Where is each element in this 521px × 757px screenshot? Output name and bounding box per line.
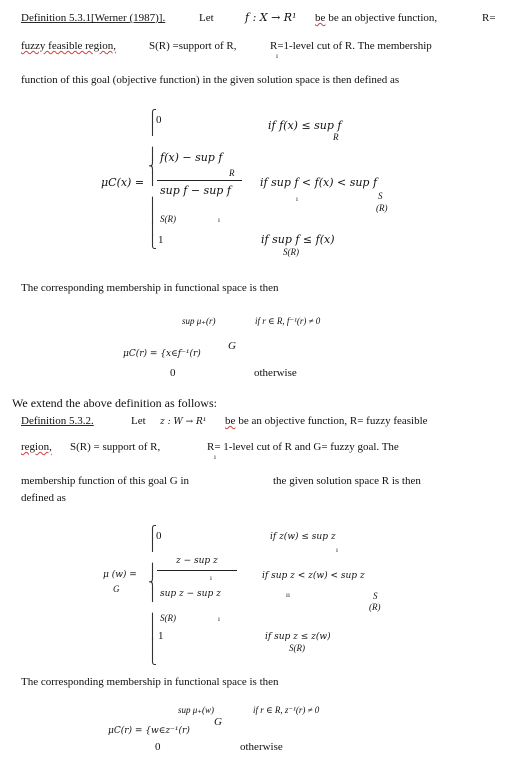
sub-mark: ı (218, 615, 220, 623)
case-if1: if f(x) ≤ sup f (268, 119, 342, 132)
sub-mark: ı (276, 52, 278, 60)
case-zero: 0 (156, 114, 162, 126)
body2-line3b: the given solution space R is then (273, 475, 421, 487)
sub-mark: ı (296, 195, 298, 203)
case2-if3-s: S(R) (289, 643, 305, 653)
case2-if2: if sup z < z(w) < sup z (262, 571, 365, 581)
otherwise: otherwise (254, 367, 297, 379)
map-expression: f : X → R¹ (245, 11, 297, 24)
be-word: be (315, 12, 326, 24)
case-brace: ⎧ ⎪ ⎪ ⎨ ⎪ ⎪ ⎪ ⎪ ⎩ (148, 525, 157, 665)
sub-mark: ı (218, 216, 220, 224)
level-cut2: R= 1-level cut of R and G= fuzzy goal. The (207, 441, 399, 453)
sup-mu2: sup μ₊(w) (178, 705, 215, 715)
fuzzy-feasible-region: fuzzy feasible region, (21, 40, 116, 52)
sup-mu: sup μ₊(r) (182, 316, 216, 326)
text-mid: The corresponding membership in functional space is then (21, 282, 279, 294)
extend-text: We extend the above definition as follows: (12, 396, 217, 410)
support-of-r: S(R) =support of R, (149, 40, 237, 52)
support2: S(R) = support of R, (70, 441, 161, 453)
case2-zero: 0 (156, 530, 162, 542)
case2-if2-r: (R) (369, 602, 381, 612)
fraction-denominator: sup f − sup f (160, 184, 231, 197)
case-if2: if sup f < f(x) < sup f (260, 176, 378, 189)
definition-body: function of this goal (objective function) in the given solution space is then defined as (21, 74, 400, 86)
body2-line3: membership function of this goal G in (21, 475, 190, 487)
objective-text (315, 12, 437, 25)
objective-rest: be an objective function, (328, 12, 438, 24)
case-if3-s: S(R) (283, 247, 299, 257)
case-if3: if sup f ≤ f(x) (261, 233, 335, 246)
case-if1-sub: R (333, 132, 339, 142)
case2-if1: if z(w) ≤ sup z (270, 532, 336, 542)
case-if2-r: (R) (376, 203, 388, 213)
case-if2-s: S (378, 191, 383, 201)
if-r2: if r ∈ R, z⁻¹(r) ≠ 0 (253, 705, 320, 715)
definition2-heading: Definition 5.3.2. (21, 415, 94, 427)
frac2-den: sup z − sup z (160, 589, 221, 599)
g-label: G (228, 340, 236, 352)
case-one: 1 (158, 234, 164, 246)
sub-mark: ı (336, 546, 338, 554)
mu2-g: G (113, 584, 120, 594)
fraction-sr: S(R) (160, 214, 176, 224)
map2: z : W → R¹ (160, 417, 207, 427)
region-word: region, (21, 441, 52, 453)
zero-two: 0 (170, 367, 176, 379)
definition-heading: Definition 5.3.1[Werner (1987)]. (21, 12, 166, 24)
case-brace: ⎧ ⎪ ⎪ ⎨ ⎪ ⎪ ⎪ ⎪ ⎩ (148, 109, 157, 249)
fraction-bar (157, 180, 242, 181)
case2-if2-s: S (373, 591, 378, 601)
otherwise2: otherwise (240, 741, 283, 753)
let2: Let (131, 415, 146, 427)
mu-c-r2: μC(r) = {w∈z⁻¹(r) (108, 726, 190, 736)
frac2-num: z − sup z (176, 556, 218, 566)
mu2-label: μ (w) = (103, 570, 137, 580)
sub-mark: ıı (286, 591, 290, 599)
case2-one: 1 (158, 630, 164, 642)
mu-c-r: μC(r) = {x∈f⁻¹(r) (123, 349, 201, 359)
sub-mark: ı (214, 453, 216, 461)
body2-line4: defined as (21, 492, 66, 504)
let-word: Let (199, 12, 214, 24)
fraction-numerator: f(x) − sup f (160, 151, 223, 164)
objective2-rest: be an objective function, R= fuzzy feasible (238, 415, 428, 427)
frac2-sr: S(R) (160, 613, 176, 623)
sub-mark: ı (210, 574, 212, 582)
fraction-bar (157, 570, 237, 571)
mu-label: μC(x) = (101, 176, 145, 189)
text-mid2: The corresponding membership in functional space is then (21, 676, 279, 688)
zero2-two: 0 (155, 741, 161, 753)
one-level-cut: R=1-level cut of R. The membership (270, 40, 432, 52)
objective2 (225, 415, 428, 428)
fraction-r: R (229, 168, 235, 178)
if-r: if r ∈ R, f⁻¹(r) ≠ 0 (255, 316, 321, 326)
case2-if3: if sup z ≤ z(w) (265, 632, 331, 642)
r-eq: R= (482, 12, 496, 24)
be-word: be (225, 415, 236, 427)
g-label2: G (214, 716, 222, 728)
